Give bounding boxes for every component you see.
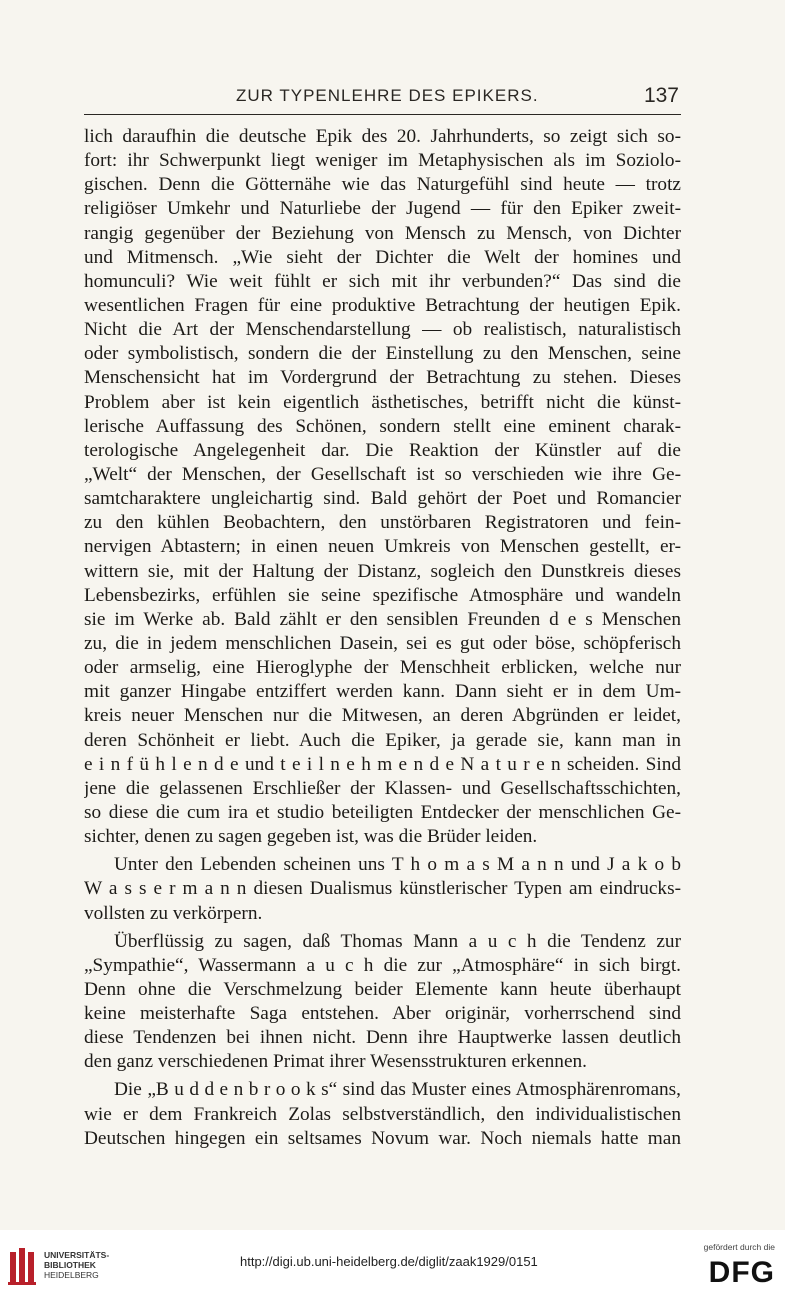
text-line: „Sympathie“, Wassermann a u c h die zur „Atmosphäre“ in sich birgt. bbox=[84, 954, 681, 976]
text-line: e i n f ü h l e n d e und t e i l n e h m e n d e N a t u r e n scheiden. Sind bbox=[84, 753, 681, 775]
text-line: fort: ihr Schwerpunkt liegt weniger im Metaphysischen als im Soziolo- bbox=[84, 150, 681, 172]
text-line: Überflüssig zu sagen, daß Thomas Mann a u c h die Tendenz zur bbox=[114, 930, 681, 952]
text-line: W a s s e r m a n n diesen Dualismus künstlerischer Typen am eindrucks- bbox=[84, 878, 681, 900]
text-line: sichter, denen zu sagen gegeben ist, was die Brüder leiden. bbox=[84, 826, 538, 848]
text-line: „Welt“ der Menschen, der Gesellschaft ist so verschieden wie ihre Ge- bbox=[84, 463, 681, 485]
library-name bbox=[44, 1250, 109, 1280]
text-line: gischen. Denn die Götternähe wie das Naturgefühl sind heute — trotz bbox=[84, 174, 681, 196]
funder-label: gefördert durch die bbox=[703, 1242, 775, 1252]
text-line: Problem aber ist kein eigentlich ästhetisches, betrifft nicht die künst- bbox=[84, 391, 681, 413]
text-line: sie im Werke ab. Bald zählt er den sensiblen Freunden d e s Menschen bbox=[84, 608, 681, 630]
running-head bbox=[84, 84, 681, 115]
text-line: Unter den Lebenden scheinen uns T h o m a s M a n n und J a k o b bbox=[114, 854, 681, 876]
text-line: Deutschen hingegen ein seltsames Novum war. Noch niemals hatte man bbox=[84, 1127, 681, 1149]
text-line: rangig gegenüber der Beziehung von Mensch zu Mensch, von Dichter bbox=[84, 222, 681, 244]
text-line: Lebensbezirks, erfühlen sie seine spezifische Atmosphäre und wandeln bbox=[84, 584, 681, 606]
permalink-url[interactable]: http://digi.ub.uni-heidelberg.de/diglit/zaak1929/0151 bbox=[240, 1254, 538, 1269]
text-line: keine meisterhafte Saga entstehen. Aber originär, vorherrschend sind bbox=[84, 1003, 681, 1025]
library-name-line: BIBLIOTHEK bbox=[44, 1260, 96, 1270]
body-text bbox=[84, 125, 681, 1151]
text-line: so diese die cum ira et studio beteiligten Entdecker der menschlichen Ge- bbox=[84, 801, 681, 823]
text-line: nervigen Abtastern; in einen neuen Umkreis von Menschen gestellt, er- bbox=[84, 536, 681, 558]
text-line: Denn ohne die Verschmelzung beider Elemente kann heute überhaupt bbox=[84, 978, 681, 1000]
text-line: homunculi? Wie weit fühlt er sich mit ihr verbunden?“ Das sind die bbox=[84, 270, 681, 292]
text-line: und Mitmensch. „Wie sieht der Dichter die Welt der homines und bbox=[84, 246, 681, 268]
page-number: 137 bbox=[643, 84, 679, 107]
text-line: wie er dem Frankreich Zolas selbstverständlich, den individualistischen bbox=[84, 1103, 681, 1125]
text-line: samtcharaktere ungleichartig sind. Bald gehört der Poet und Romancier bbox=[84, 488, 681, 510]
text-line: Die „B u d d e n b r o o k s“ sind das Muster eines Atmosphärenromans, bbox=[114, 1079, 681, 1101]
text-line: oder symbolistisch, sondern die der Einstellung zu den Menschen, seine bbox=[84, 343, 681, 365]
text-line: Nicht die Art der Menschendarstellung — ob realistisch, naturalistisch bbox=[84, 319, 681, 341]
text-line: wittern sie, mit der Haltung der Distanz, sogleich den Dunstkreis dieses bbox=[84, 560, 681, 582]
text-line: lerische Auffassung des Schönen, sondern stellt eine eminent charak- bbox=[84, 415, 681, 437]
dfg-logo: DFG bbox=[708, 1256, 775, 1289]
text-line: den ganz verschiedenen Primat ihrer Wesensstrukturen erkennen. bbox=[84, 1051, 587, 1073]
text-line: religiöser Umkehr und Naturliebe der Jugend — für den Epiker zweit- bbox=[84, 198, 681, 220]
running-title: ZUR TYPENLEHRE DES EPIKERS. bbox=[236, 86, 539, 105]
text-line: zu den kühlen Beobachtern, den unstörbaren Registratoren und fein- bbox=[84, 512, 681, 534]
text-line: deren Schönheit er liebt. Auch die Epiker, ja gerade sie, kann man in bbox=[84, 729, 681, 751]
text-line: oder armselig, eine Hieroglyphe der Menschheit erblicken, welche nur bbox=[84, 657, 681, 679]
text-line: jene die gelassenen Erschließer der Klassen- und Gesellschaftsschichten, bbox=[84, 777, 681, 799]
ub-heidelberg-logo-icon bbox=[8, 1246, 38, 1286]
digitization-footer bbox=[0, 1230, 785, 1297]
text-line: wesentlichen Fragen für eine produktive Betrachtung der heutigen Epik. bbox=[84, 294, 681, 316]
text-line: Menschensicht hat im Vordergrund der Betrachtung zu stehen. Dieses bbox=[84, 367, 681, 389]
text-line: kreis neuer Menschen nur die Mitwesen, an deren Abgründen er leidet, bbox=[84, 705, 681, 727]
library-name-line: UNIVERSITÄTS- bbox=[44, 1250, 110, 1260]
text-line: mit ganzer Hingabe entziffert werden kann. Dann sieht er in dem Um- bbox=[84, 681, 681, 703]
text-line: lich daraufhin die deutsche Epik des 20. Jahrhunderts, so zeigt sich so- bbox=[84, 126, 681, 147]
text-line: terologische Angelegenheit dar. Die Reaktion der Künstler auf die bbox=[84, 439, 681, 461]
text-line: zu, die in jedem menschlichen Dasein, sei es gut oder böse, schöpferisch bbox=[84, 632, 681, 654]
text-line: diese Tendenzen bei ihnen nicht. Denn ihre Hauptwerke lassen deutlich bbox=[84, 1027, 681, 1049]
library-name-line: HEIDELBERG bbox=[44, 1270, 99, 1280]
text-line: vollsten zu verkörpern. bbox=[84, 902, 263, 924]
